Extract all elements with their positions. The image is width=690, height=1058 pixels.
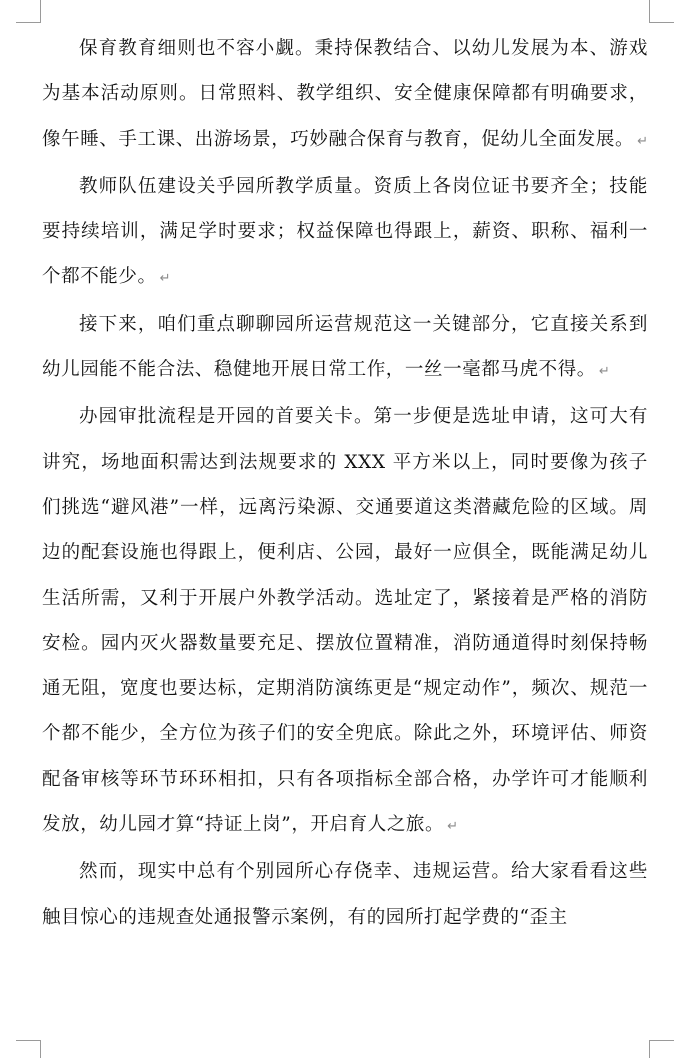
paragraph-mark-icon: ↵ — [159, 271, 171, 287]
crop-mark-bottom-left — [16, 1040, 41, 1058]
crop-mark-top-left — [16, 0, 41, 23]
crop-mark-bottom-right — [649, 1040, 674, 1058]
paragraph-text: 接下来，咱们重点聊聊园所运营规范这一关键部分，它直接关系到幼儿园能不能合法、稳健地开展日常工作，一丝一毫都马虎不得。 — [42, 313, 648, 381]
paragraph-approval-process — [42, 394, 648, 849]
paragraph-violation-cases — [42, 849, 648, 942]
paragraph-text: 教师队伍建设关乎园所教学质量。资质上各岗位证书要齐全；技能要持续培训，满足学时要求；权益保障也得跟上，薪资、职称、福利一个都不能少。 — [42, 175, 648, 288]
crop-mark-top-right — [649, 0, 674, 23]
paragraph-mark-icon: ↵ — [447, 819, 459, 835]
paragraph-mark-icon: ↵ — [598, 364, 610, 380]
paragraph-text: 办园审批流程是开园的首要关卡。第一步便是选址申请，这可大有讲究，场地面积需达到法规要求的 XXX 平方米以上，同时要像为孩子们挑选“避风港”一样，远离污染源、交通要道这类潜藏危险的区域。周边的配套设施也得跟上，便利店、公园，最好一应俱全，既能满足幼儿生活所需，又利于开展户外教学活动。选址定了，紧接着是严格的消防安检。园内灭火器数量要充足、摆放位置精准，消防通道得时刻保持畅通无阻，宽度也要达标，定期消防演练更是“规定动作”，频次、规范一个都不能少，全方位为孩子们的安全兜底。除此之外，环境评估、师资配备审核等环节环环相扣，只有各项指标全部合格，办学许可才能顺利发放，幼儿园才算“持证上岗”，开启育人之旅。 — [42, 406, 648, 836]
paragraph-text: 保育教育细则也不容小觑。秉持保教结合、以幼儿发展为本、游戏为基本活动原则。日常照料、教学组织、安全健康保障都有明确要求，像午睡、手工课、出游场景，巧妙融合保育与教育，促幼儿全面发展。 — [42, 38, 648, 150]
paragraph-teacher-team — [42, 164, 648, 302]
paragraph-operation-intro — [42, 302, 648, 395]
document-body[interactable] — [42, 26, 648, 942]
paragraph-mark-icon: ↵ — [637, 133, 649, 149]
paragraph-childcare-rules — [42, 26, 648, 164]
paragraph-text: 然而，现实中总有个别园所心存侥幸、违规运营。给大家看看这些触目惊心的违规查处通报警示案例，有的园所打起学费的“歪主 — [42, 861, 648, 928]
